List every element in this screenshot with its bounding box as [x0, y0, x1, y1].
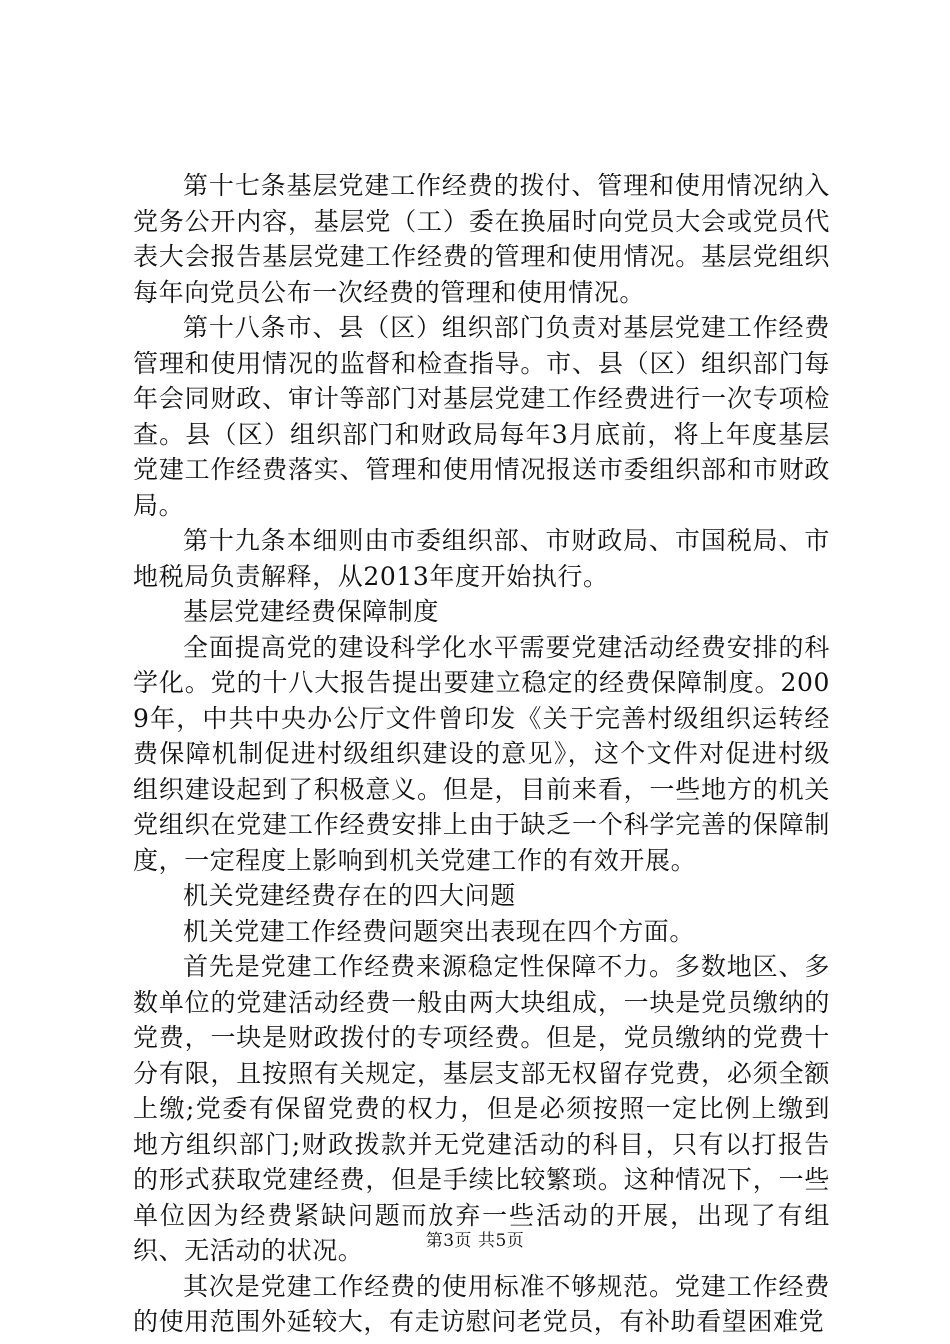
paragraph-article-19: 第十九条本细则由市委组织部、市财政局、市国税局、市地税局负责解释，从2013年度开始执行。 [133, 526, 830, 591]
section-heading-four-problems: 机关党建经费存在的四大问题 [183, 881, 516, 910]
paragraph-problem-two: 其次是党建工作经费的使用标准不够规范。党建工作经费的使用范围外延较大，有走访慰问老党员，有补助看望困难党 [133, 1271, 830, 1336]
paragraph-article-18: 第十八条市、县（区）组织部门负责对基层党建工作经费管理和使用情况的监督和检查指导。市、县（区）组织部门每年会同财政、审计等部门对基层党建工作经费进行一次专项检查。县（区）组织部门和财政局每年3月底前，将上年度基层党建工作经费落实、管理和使用情况报送市委组织部和市财政局。 [133, 313, 830, 520]
paragraph-article-17: 第十七条基层党建工作经费的拨付、管理和使用情况纳入党务公开内容，基层党（工）委在换届时向党员大会或党员代表大会报告基层党建工作经费的管理和使用情况。基层党组织每年向党员公布一次经费的管理和使用情况。 [133, 171, 830, 307]
paragraph-intro: 全面提高党的建设科学化水平需要党建活动经费安排的科学化。党的十八大报告提出要建立稳定的经费保障制度。2009年，中共中央办公厅文件曾印发《关于完善村级组织运转经费保障机制促进村级组织建设的意见》，这个文件对促进村级组织建设起到了积极意义。但是，目前来看，一些地方的机关党组织在党建工作经费安排上由于缺乏一个科学完善的保障制度，一定程度上影响到机关党建工作的有效开展。 [133, 632, 830, 875]
document-body [133, 168, 830, 1340]
paragraph-problem-one: 首先是党建工作经费来源稳定性保障不力。多数地区、多数单位的党建活动经费一般由两大块组成，一块是党员缴纳的党费，一块是财政拨付的专项经费。但是，党员缴纳的党费十分有限，且按照有关规定，基层支部无权留存党费，必须全额上缴;党委有保留党费的权力，但是必须按照一定比例上缴到地方组织部门;财政拨款并无党建活动的科目，只有以打报告的形式获取党建经费，但是手续比较繁琐。这种情况下，一些单位因为经费紧缺问题而放弃一些活动的开展，出现了有组织、无活动的状况。 [133, 952, 830, 1265]
paragraph-problems-summary: 机关党建工作经费问题突出表现在四个方面。 [183, 916, 696, 946]
section-heading-funding-system: 基层党建经费保障制度 [183, 597, 440, 626]
page-number-footer: 第3页 共5页 [425, 1231, 525, 1251]
